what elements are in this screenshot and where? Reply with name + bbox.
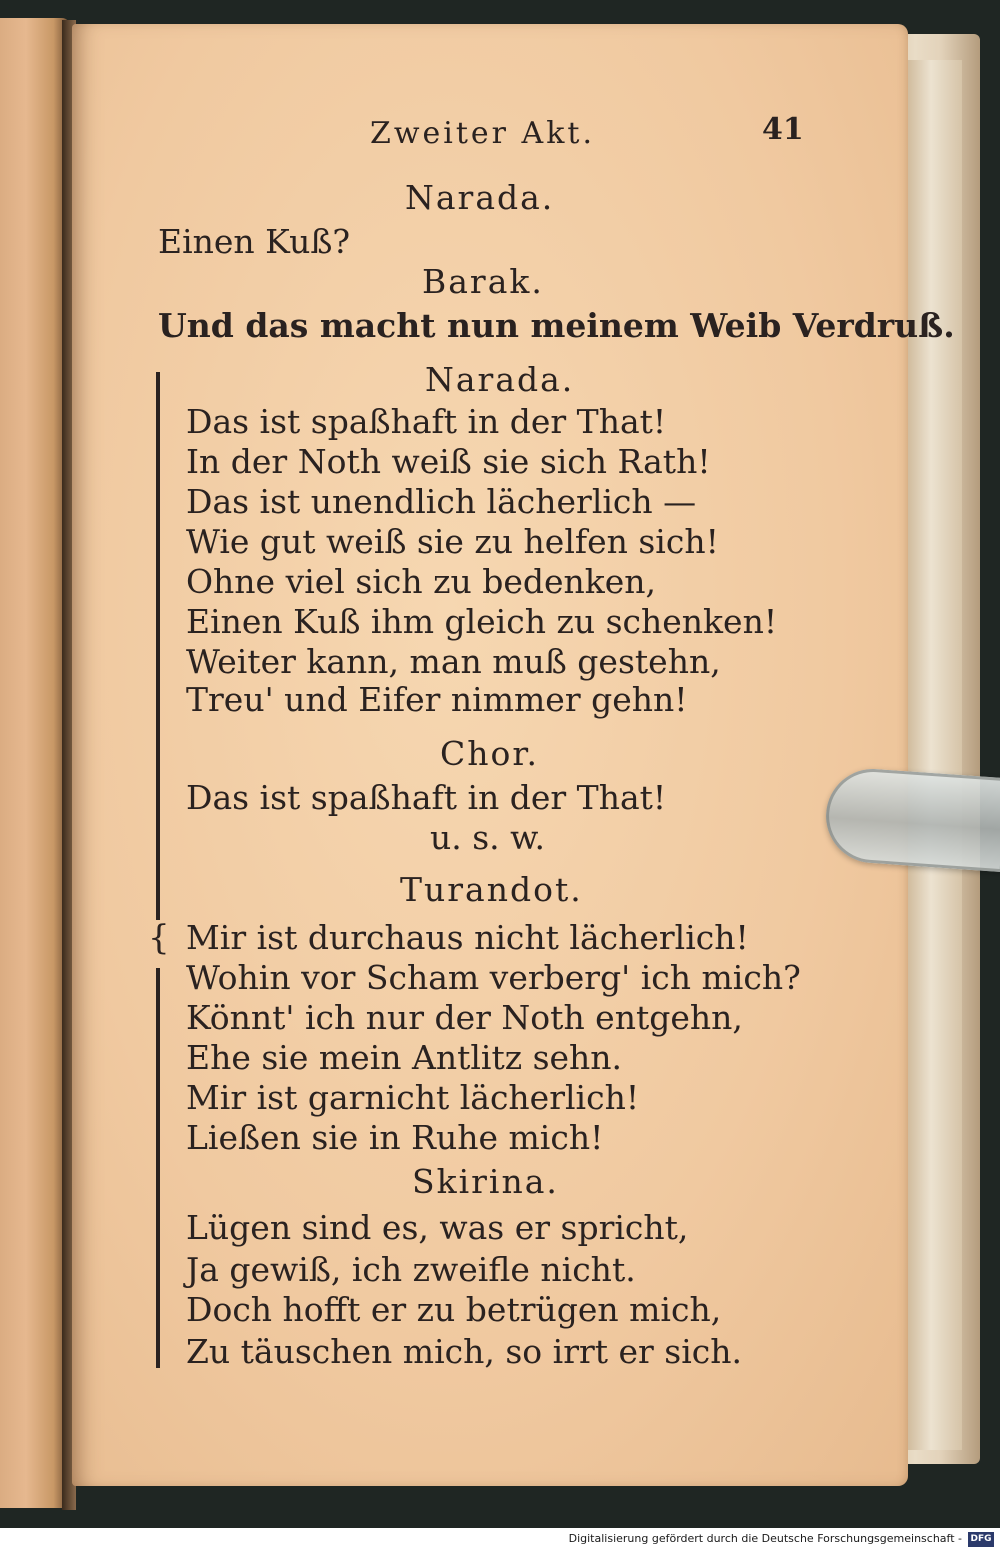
speaker-narada: Narada.	[405, 178, 555, 217]
dfg-logo: DFG	[968, 1532, 994, 1547]
verse-line: Doch hofft er zu betrügen mich,	[186, 1290, 722, 1329]
verse-line: Ja gewiß, ich zweifle nicht.	[186, 1250, 636, 1289]
ensemble-brace-point: {	[148, 918, 170, 958]
facing-page-edge	[0, 18, 70, 1508]
footer-bar	[0, 1528, 1000, 1552]
verse-line: u. s. w.	[430, 818, 545, 857]
verse-line: Wohin vor Scham verberg' ich mich?	[186, 958, 801, 997]
verse-line: Das ist unendlich lächerlich —	[186, 482, 697, 521]
ensemble-brace-top	[156, 372, 160, 920]
verse-line: Lügen sind es, was er spricht,	[186, 1208, 689, 1247]
speaker-narada: Narada.	[425, 360, 575, 399]
verse-line: Mir ist garnicht lächerlich!	[186, 1078, 640, 1117]
verse-line: Weiter kann, man muß gestehn,	[186, 642, 721, 681]
verse-line: In der Noth weiß sie sich Rath!	[186, 442, 711, 481]
verse-line: Und das macht nun meinem Weib Verdruß.	[158, 306, 955, 345]
verse-line: Zu täuschen mich, so irrt er sich.	[186, 1332, 743, 1371]
verse-line: Ehe sie mein Antlitz sehn.	[186, 1038, 623, 1077]
page-clip	[823, 766, 1000, 872]
verse-line: Einen Kuß ihm gleich zu schenken!	[186, 602, 778, 641]
verse-line: Ließen sie in Ruhe mich!	[186, 1118, 604, 1157]
page-number: 41	[762, 112, 804, 147]
verse-line: Mir ist durchaus nicht lächerlich!	[186, 918, 749, 957]
funding-credit: Digitalisierung gefördert durch die Deutsche Forschungsgemeinschaft -	[568, 1532, 962, 1545]
page-stack-highlight	[900, 60, 962, 1450]
verse-line: Einen Kuß?	[158, 222, 351, 261]
verse-line: Das ist spaßhaft in der That!	[186, 778, 667, 817]
verse-line: Treu' und Eifer nimmer gehn!	[186, 680, 688, 719]
speaker-turandot: Turandot.	[400, 870, 583, 909]
speaker-barak: Barak.	[422, 262, 544, 301]
speaker-chor: Chor.	[440, 734, 540, 773]
verse-line: Ohne viel sich zu bedenken,	[186, 562, 657, 601]
verse-line: Das ist spaßhaft in der That!	[186, 402, 667, 441]
verse-line: Wie gut weiß sie zu helfen sich!	[186, 522, 719, 561]
ensemble-brace-bottom	[156, 968, 160, 1368]
verse-line: Könnt' ich nur der Noth entgehn,	[186, 998, 743, 1037]
running-head: Zweiter Akt.	[370, 116, 595, 151]
speaker-skirina: Skirina.	[412, 1162, 559, 1201]
